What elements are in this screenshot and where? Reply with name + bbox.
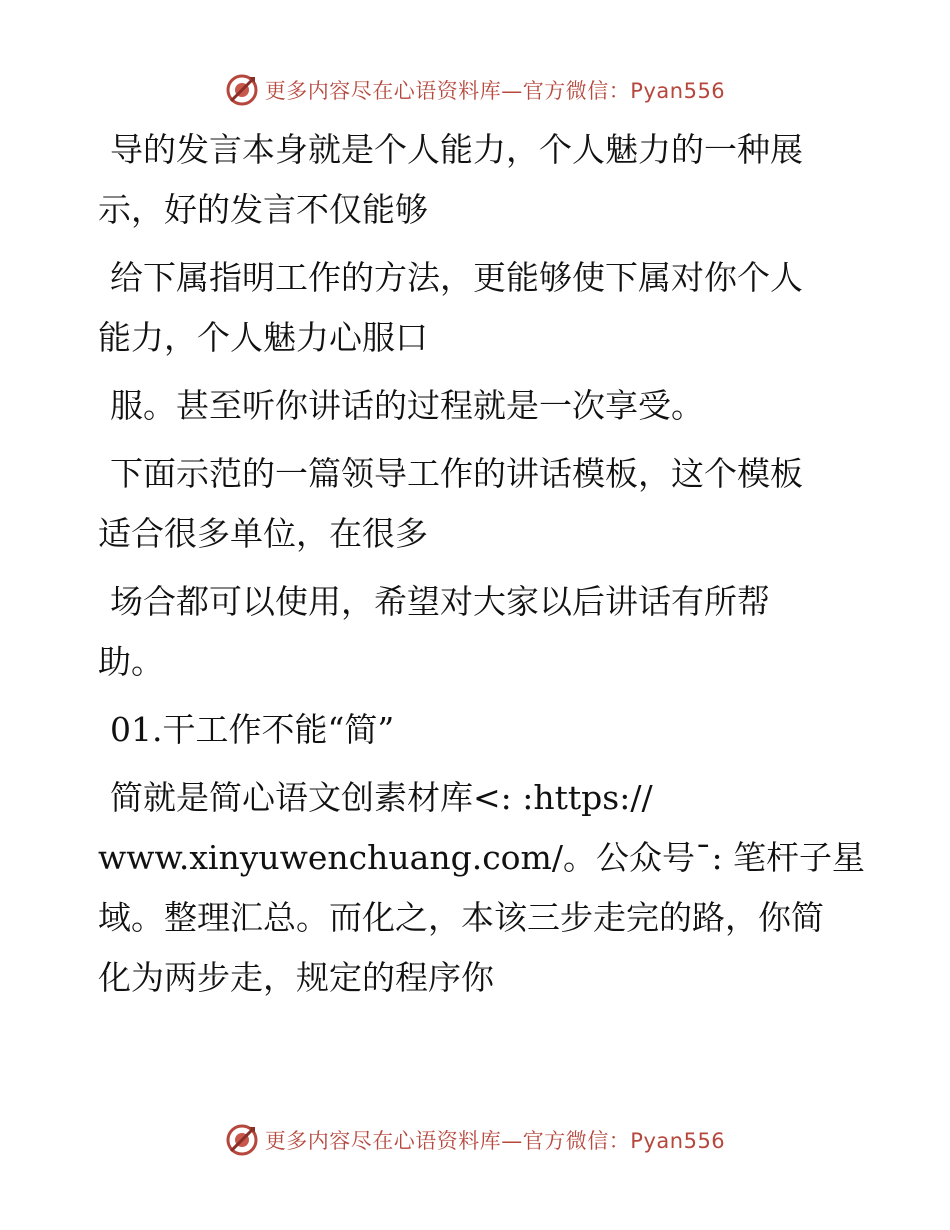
logo-icon [225, 1123, 259, 1157]
text-line: 化为两步走，规定的程序你 [98, 958, 494, 997]
text-line: 示，好的发言不仅能够 [98, 190, 428, 229]
text-line: 适合很多单位，在很多 [98, 514, 428, 553]
text-line: 域。整理汇总。而化之，本该三步走完的路，你简 [98, 898, 824, 937]
paragraph [98, 572, 858, 692]
text-line: www.xinyuwenchuang.com/。公众号¯: 笔杆子星 [98, 838, 866, 877]
text-line: 简就是简心语文创素材库<: :https:// [110, 778, 653, 817]
footer-banner [0, 1120, 950, 1160]
document-body [98, 120, 866, 1016]
paragraph [98, 444, 858, 564]
text-line: 服。甚至听你讲话的过程就是一次享受。 [110, 386, 704, 425]
text-line: 01.干工作不能“简” [110, 710, 395, 749]
text-line: 下面示范的一篇领导工作的讲话模板，这个模板 [110, 454, 803, 493]
footer-banner-text: 更多内容尽在心语资料库—官方微信：Pyan556 [264, 1129, 726, 1153]
header-banner-text: 更多内容尽在心语资料库—官方微信：Pyan556 [264, 79, 726, 103]
logo-icon [225, 73, 259, 107]
text-line: 能力，个人魅力心服口 [98, 318, 428, 357]
paragraph [98, 120, 858, 240]
text-line: 导的发言本身就是个人能力，个人魅力的一种展 [110, 130, 803, 169]
paragraph [98, 248, 858, 368]
paragraph [98, 376, 858, 436]
text-line: 助。 [98, 642, 164, 681]
text-line: 场合都可以使用，希望对大家以后讲话有所帮 [110, 582, 770, 621]
section-heading [98, 700, 858, 760]
paragraph [98, 768, 866, 1008]
text-line: 给下属指明工作的方法，更能够使下属对你个人 [110, 258, 803, 297]
header-banner [0, 70, 950, 110]
